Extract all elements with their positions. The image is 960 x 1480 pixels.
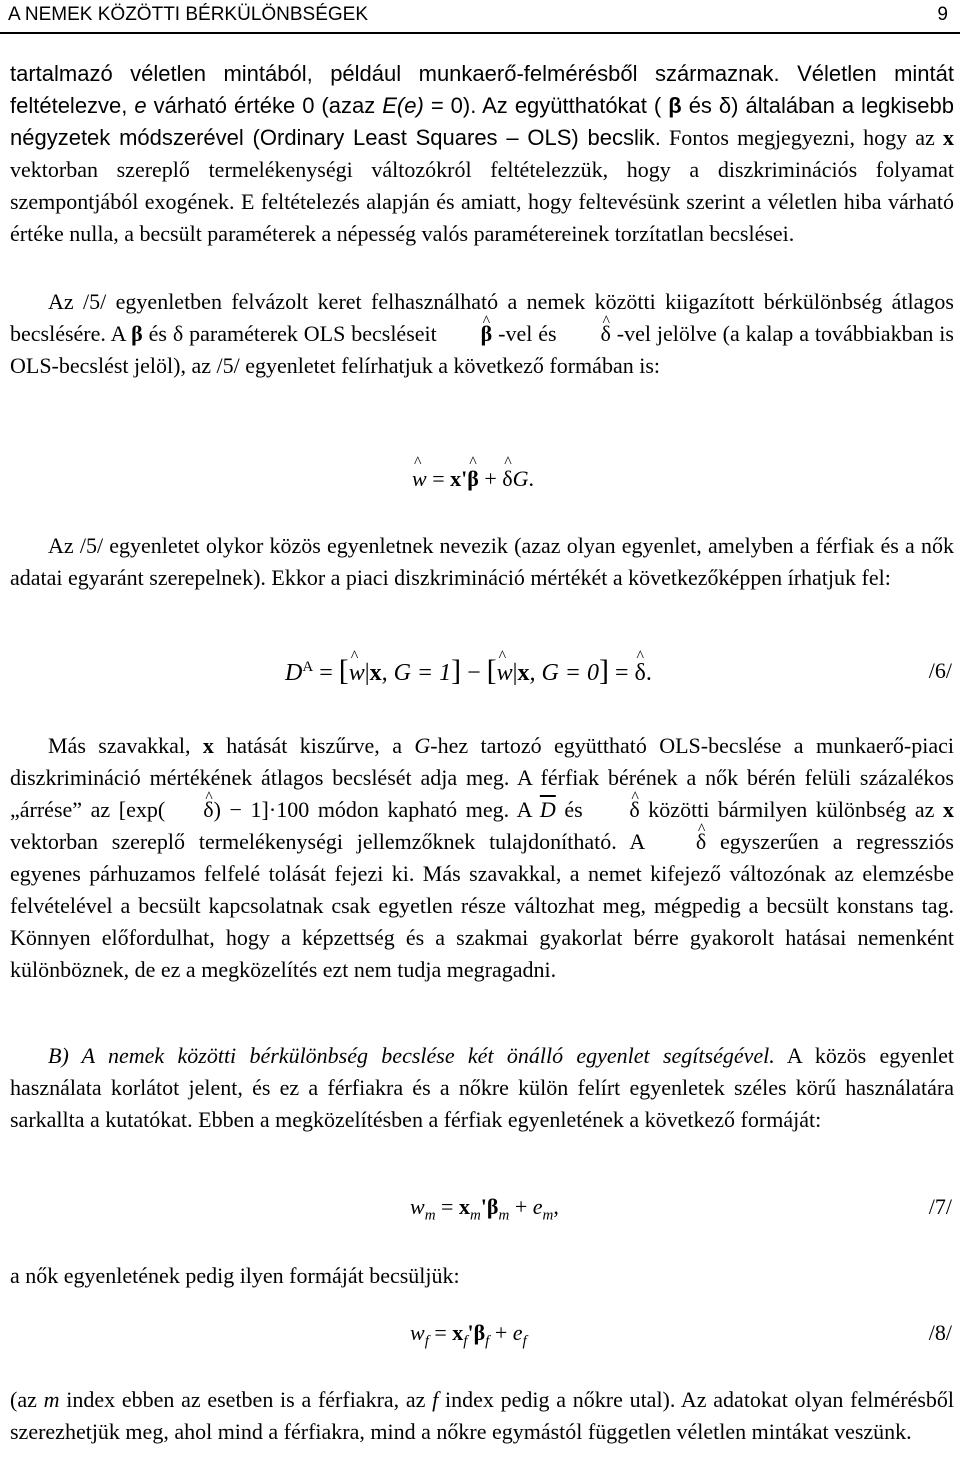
paragraph-3: Az /5/ egyenletet olykor közös egyenletnek nevezik (azaz olyan egyenlet, amelyben a férfiak és a nők adatai egyaránt szerepelnek). Ekkor a piaci diszkrimináció mértékét a következőképpen írhatjuk fel: bbox=[10, 533, 954, 590]
equation-7: $w_m = x_m'\beta_m + e_m$, bbox=[410, 1194, 559, 1224]
running-header bbox=[0, 0, 960, 34]
equation-6: $D^A$ = [^ w|x, G = 1] − [^ w|x, G = 0] = ^ δ. bbox=[285, 654, 652, 688]
paragraph-4: Más szavakkal, x hatását kiszűrve, a G-hez tartozó együttható OLS-becslése a munkaerő-piaci diszkrimináció mértékének átlagos becslését adja meg. A férfiak bérének a nők bérén felüli százalékos „árrése” az [exp( ^ δ) − 1]·100 módon kapható meg. A $\overline{D}$ és ^ δ közötti bármilyen különbség az x vektorban szereplő termelékenységi jellemzőknek tulajdonítható. A ^ δ egyszerűen a regressziós egyenes párhuzamos felfelé tolását fejezi ki. Más szavakkal, a nemet kifejező változónak az elemzésbe felvételével a becsült kapcsolatnak csak egyetlen része változhat meg, mégpedig a becsült konstans tag. Könnyen előfordulhat, hogy a képzettség és a szakmai gyakorlat bérre gyakorolt hatásai nemenként különböznek, de ez a megközelítés ezt nem tudja megragadni. bbox=[10, 730, 954, 986]
page-number: 9 bbox=[937, 4, 948, 25]
paragraph-1: tartalmazó véletlen mintából, például munkaerő-felmérésből származnak. Véletlen mintát feltételezve, e várható értéke 0 (azaz E(e) = 0). Az együtthatókat ( β és δ) általában a legkisebb négyzetek módszerével (Ordinary Least Squares – OLS) becslik. Fontos megjegyezni, hogy az x vektorban szereplő termelékenységi változókról feltételezzük, hogy a diszkriminációs folyamat szempontjából exogének. E feltételezés alapján és amiatt, hogy feltevésünk szerint a véletlen hiba várható értéke nulla, a becsült paraméterek a népesség valós paramétereinek torzítatlan becslései. bbox=[10, 61, 955, 246]
header-title: A NEMEK KÖZÖTTI BÉRKÜLÖNBSÉGEK bbox=[8, 4, 369, 25]
section-label: B) A nemek közötti bérkülönbség becslése két önálló egyenlet segítségével. bbox=[48, 1043, 775, 1068]
paragraph-2: Az /5/ egyenletben felvázolt keret felhasználható a nemek közötti kiigazított bérkülönbség átlagos becslésére. A β és δ paraméterek OLS becsléseit ^ β -vel és ^ δ -vel jelölve (a kalap a továbbiakban is OLS-becslést jelöl), az /5/ egyenletet felírhatjuk a következő formában is: bbox=[10, 286, 954, 382]
equation-7-number: /7/ bbox=[928, 1194, 952, 1219]
highlighted-text: tartalmazó véletlen mintából, például munkaerő-felmérésből származnak. Véletlen mintát feltételezve, e várható értéke 0 (azaz E(e) = 0). Az együtthatókat ( β és δ) általában a legkisebb négyzetek módszerével (Ordinary Least Squares – OLS) becslik. bbox=[10, 61, 955, 150]
equation-8-number: /8/ bbox=[928, 1320, 952, 1345]
equation-8: $w_f = x_f'\beta_f + e_f$ bbox=[410, 1320, 527, 1350]
equation-1: ^ w = x'^ β + ^ δG. bbox=[412, 466, 534, 492]
paragraph-5: B) A nemek közötti bérkülönbség becslése két önálló egyenlet segítségével. A közös egyenlet használata korlátot jelent, és ez a férfiakra és a nőkre külön felírt egyenletek széles körű használatára sarkallta a kutatókat. Ebben a megközelítésben a férfiak egyenletének a következő formáját: bbox=[10, 1043, 954, 1132]
equation-6-number: /6/ bbox=[928, 658, 952, 683]
paragraph-7: (az m index ebben az esetben is a férfiakra, az f index pedig a nőkre utal). Az adatokat olyan felmérésből szerezhetjük meg, ahol mind a férfiakra, mind a nőkre egymástól független véletlen mintákat veszünk. bbox=[10, 1387, 954, 1444]
paragraph-6: a nők egyenletének pedig ilyen formáját becsüljük: bbox=[10, 1263, 460, 1288]
